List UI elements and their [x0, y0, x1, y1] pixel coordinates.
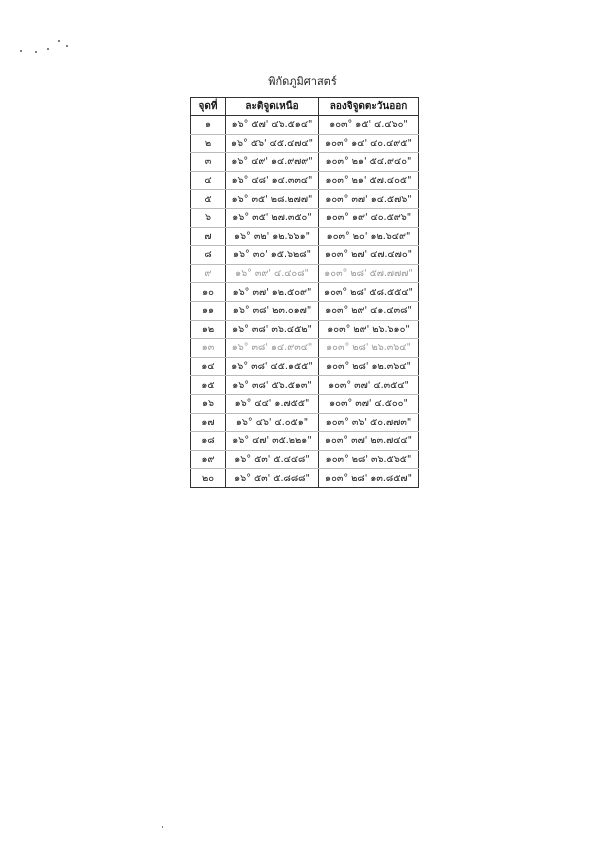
scan-speck	[58, 40, 60, 42]
table-row	[191, 357, 419, 376]
table-row	[191, 227, 419, 246]
point-number: ๑๔	[191, 357, 226, 376]
header-latitude: ละติจูดเหนือ	[226, 98, 319, 116]
latitude-cell: ๑๖° ๕๗' ๔๖.๕๑๔"	[226, 116, 319, 135]
table-row	[191, 153, 419, 172]
longitude-cell: ๑๐๓° ๒๗' ๔๗.๔๗๐"	[319, 246, 419, 265]
latitude-cell: ๑๖° ๔๘' ๑๔.๓๓๔"	[226, 171, 319, 190]
scan-speck	[20, 50, 22, 52]
longitude-cell: ๑๐๓° ๒๐' ๑๒.๖๔๙"	[319, 227, 419, 246]
table-row	[191, 190, 419, 209]
point-number: ๑๑	[191, 301, 226, 320]
table-row	[191, 394, 419, 413]
longitude-cell: ๑๐๓° ๒๘' ๕๘.๕๕๔"	[319, 283, 419, 302]
longitude-cell: ๑๐๓° ๒๘' ๑๒.๓๖๔"	[319, 357, 419, 376]
longitude-cell: ๑๐๓° ๒๘' ๓๖.๕๖๕"	[319, 450, 419, 469]
table-row	[191, 134, 419, 153]
latitude-cell: ๑๖° ๓๐' ๑๕.๖๒๘"	[226, 246, 319, 265]
table-row	[191, 432, 419, 451]
latitude-cell: ๑๖° ๓๒' ๑๒.๖๖๑"	[226, 227, 319, 246]
header-longitude: ลองจิจูดตะวันออก	[319, 98, 419, 116]
longitude-cell: ๑๐๓° ๒๘' ๑๓.๘๕๗"	[319, 469, 419, 488]
table-row	[191, 320, 419, 339]
coordinates-table	[190, 97, 419, 488]
point-number: ๑๐	[191, 283, 226, 302]
point-number: ๗	[191, 227, 226, 246]
latitude-cell: ๑๖° ๓๕' ๒๘.๒๗๗"	[226, 190, 319, 209]
latitude-cell: ๑๖° ๓๘' ๕๖.๕๑๓"	[226, 376, 319, 395]
table-row	[191, 339, 419, 358]
longitude-cell: ๑๐๓° ๒๑' ๕๗.๔๐๕"	[319, 171, 419, 190]
scan-speck	[162, 826, 163, 828]
point-number: ๖	[191, 208, 226, 227]
longitude-cell: ๑๐๓° ๒๘' ๕๗.๗๗๗"	[319, 264, 419, 283]
point-number: ๑๗	[191, 413, 226, 432]
point-number: ๙	[191, 264, 226, 283]
point-number: ๑๘	[191, 432, 226, 451]
latitude-cell: ๑๖° ๔๖' ๔.๐๕๑"	[226, 413, 319, 432]
longitude-cell: ๑๐๓° ๒๙' ๒๖.๖๑๐"	[319, 320, 419, 339]
table-row	[191, 171, 419, 190]
latitude-cell: ๑๖° ๔๔' ๑.๗๕๕"	[226, 394, 319, 413]
point-number: ๒๐	[191, 469, 226, 488]
point-number: ๑๕	[191, 376, 226, 395]
point-number: ๕	[191, 190, 226, 209]
longitude-cell: ๑๐๓° ๒๘' ๒๖.๓๖๔"	[319, 339, 419, 358]
latitude-cell: ๑๖° ๓๗' ๑๒.๕๐๙"	[226, 283, 319, 302]
longitude-cell: ๑๐๓° ๒๙' ๔๑.๔๓๘"	[319, 301, 419, 320]
longitude-cell: ๑๐๓° ๓๖' ๕๐.๗๗๓"	[319, 413, 419, 432]
latitude-cell: ๑๖° ๕๓' ๕.๘๘๘"	[226, 469, 319, 488]
point-number: ๑๒	[191, 320, 226, 339]
longitude-cell: ๑๐๓° ๓๗' ๔.๓๕๔"	[319, 376, 419, 395]
page-title: พิกัดภูมิศาสตร์	[268, 75, 337, 88]
latitude-cell: ๑๖° ๕๖' ๔๕.๔๗๔"	[226, 134, 319, 153]
point-number: ๔	[191, 171, 226, 190]
scan-speck	[66, 45, 68, 47]
point-number: ๒	[191, 134, 226, 153]
table-row	[191, 413, 419, 432]
latitude-cell: ๑๖° ๓๘' ๑๔.๙๓๔"	[226, 339, 319, 358]
longitude-cell: ๑๐๓° ๓๗' ๑๔.๕๗๖"	[319, 190, 419, 209]
header-point-number: จุดที่	[191, 98, 226, 116]
point-number: ๑๓	[191, 339, 226, 358]
point-number: ๑	[191, 116, 226, 135]
point-number: ๑๙	[191, 450, 226, 469]
longitude-cell: ๑๐๓° ๓๗' ๔.๕๐๐"	[319, 394, 419, 413]
latitude-cell: ๑๖° ๓๙' ๔.๔๐๘"	[226, 264, 319, 283]
table-row	[191, 469, 419, 488]
longitude-cell: ๑๐๓° ๓๗' ๒๓.๗๔๔"	[319, 432, 419, 451]
longitude-cell: ๑๐๓° ๑๔' ๔๐.๔๙๕"	[319, 134, 419, 153]
table-row	[191, 264, 419, 283]
table-row	[191, 450, 419, 469]
point-number: ๘	[191, 246, 226, 265]
longitude-cell: ๑๐๓° ๒๑' ๕๔.๙๔๐"	[319, 153, 419, 172]
table-row	[191, 301, 419, 320]
latitude-cell: ๑๖° ๔๙' ๑๔.๙๗๙"	[226, 153, 319, 172]
point-number: ๑๖	[191, 394, 226, 413]
latitude-cell: ๑๖° ๓๕' ๒๗.๓๕๐"	[226, 208, 319, 227]
latitude-cell: ๑๖° ๓๘' ๓๖.๔๕๒"	[226, 320, 319, 339]
longitude-cell: ๑๐๓° ๑๕' ๔.๔๖๐"	[319, 116, 419, 135]
table-row	[191, 116, 419, 135]
latitude-cell: ๑๖° ๕๓' ๕.๔๔๘"	[226, 450, 319, 469]
table-row	[191, 283, 419, 302]
table-row	[191, 246, 419, 265]
latitude-cell: ๑๖° ๔๗' ๓๕.๒๒๑"	[226, 432, 319, 451]
point-number: ๓	[191, 153, 226, 172]
latitude-cell: ๑๖° ๓๘' ๒๓.๐๑๗"	[226, 301, 319, 320]
table-row	[191, 376, 419, 395]
scan-speck	[35, 51, 37, 53]
table-row	[191, 208, 419, 227]
table-header-row	[191, 98, 419, 116]
latitude-cell: ๑๖° ๓๘' ๔๕.๑๕๕"	[226, 357, 319, 376]
scan-speck	[47, 48, 49, 50]
longitude-cell: ๑๐๓° ๑๙' ๔๐.๕๙๖"	[319, 208, 419, 227]
